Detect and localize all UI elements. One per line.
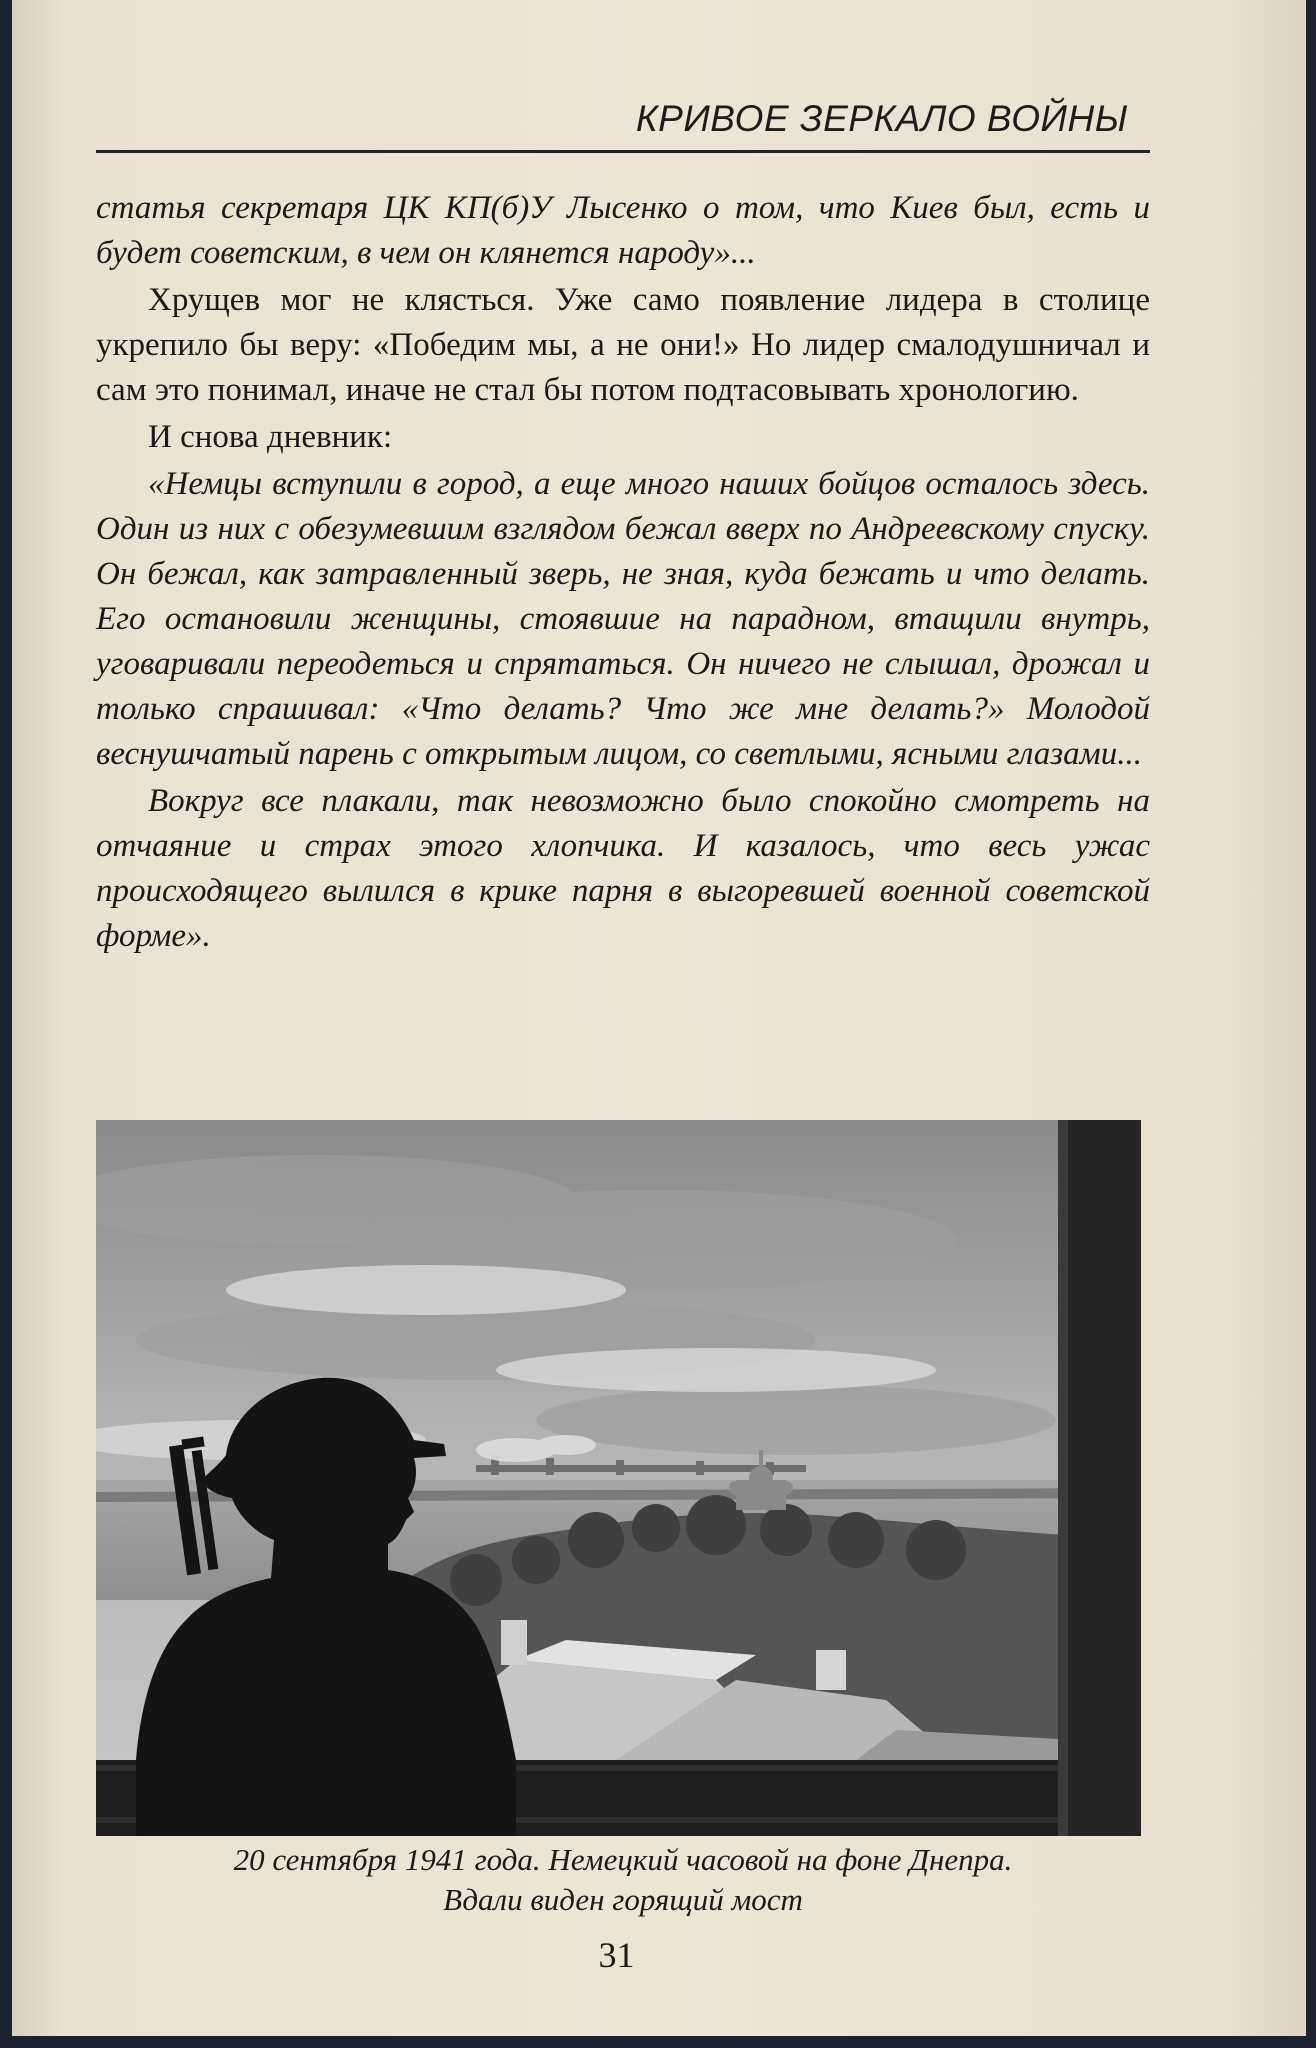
caption-line-2: Вдали виден горящий мост (443, 1882, 803, 1917)
photo-illustration (96, 1120, 1141, 1836)
caption-line-1: 20 сентября 1941 года. Немецкий часовой на фоне Днепра. (233, 1842, 1013, 1877)
paragraph-diary-quote-1: «Немцы вступили в город, а еще много наших бойцов осталось здесь. Один из них с обезумевшим взглядом бежал вверх по Андреевскому спуску. Он бежал, как затравленный зверь, не зная, куда бежать и что делать. Его остановили женщины, стоявшие на парадном, втащили внутрь, уговаривали переодеться и спрятаться. Он ничего не слышал, дрожал и только спрашивал: «Что делать? Что же мне делать?» Молодой веснушчатый парень с открытым лицом, со светлыми, ясными глазами... (96, 466, 1150, 772)
paragraph-quote-end: статья секретаря ЦК КП(б)У Лысенко о том, что Киев был, есть и будет советским, в чем он клянется народу»... (96, 190, 1150, 271)
window-frame (1066, 1120, 1141, 1836)
page-number: 31 (598, 1935, 635, 1975)
paragraph-khrushchev: Хрущев мог не клясться. Уже само появление лидера в столице укрепило бы веру: «Победим мы, а не они!» Но лидер смалодушничал и сам это понимал, иначе не стал бы потом подтасовывать хронологию. (96, 282, 1150, 408)
historical-photo (96, 1120, 1141, 1836)
paragraph-diary-quote-2: Вокруг все плакали, так невозможно было спокойно смотреть на отчаяние и страх этого хлопчика. И казалось, что весь ужас происходящего вылился в крике парня в выгоревшей военной советской форме». (96, 783, 1150, 954)
book-page (12, 0, 1306, 2036)
photo-caption (96, 1840, 1150, 1920)
paragraph-diary-intro: И снова дневник: (148, 419, 393, 455)
running-header: КРИВОЕ ЗЕРКАЛО ВОЙНЫ (635, 98, 1128, 139)
header-rule (96, 150, 1150, 153)
body-text (96, 186, 1150, 959)
